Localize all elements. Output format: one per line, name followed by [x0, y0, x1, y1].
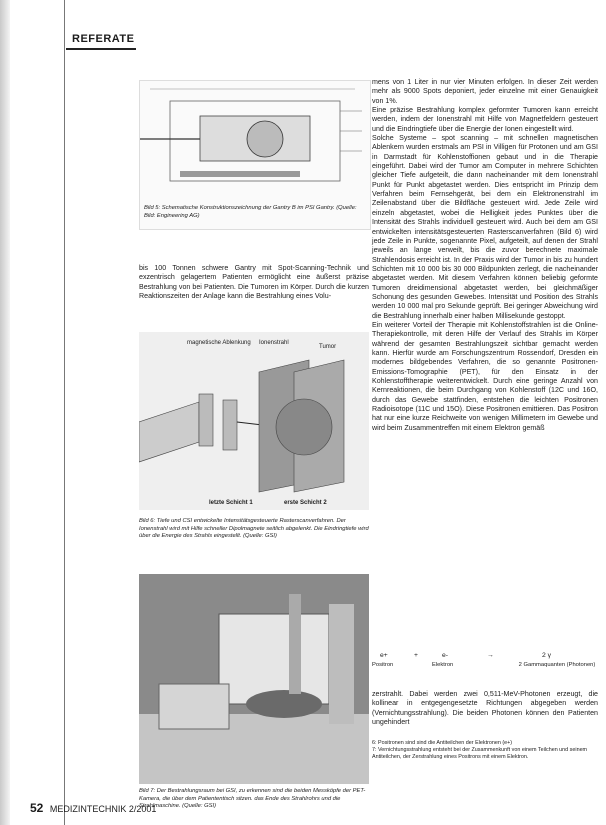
journal-name: MEDIZINTECHNIK 2/2001	[49, 804, 157, 814]
equation-label: Positron	[372, 662, 394, 668]
figure-1-diagram	[139, 80, 371, 230]
page-footer	[30, 801, 156, 815]
equation-term: e+	[380, 652, 388, 659]
paragraph: mens von 1 Liter in nur vier Minuten erfolgen. In dieser Zeit werden mehr als 9000 Spots deponiert, jeder einzelne mit einer Genauigkeit von 1%.	[372, 78, 598, 105]
right-column-text	[372, 78, 598, 433]
treatment-room-photo	[139, 574, 369, 784]
footnote: 7: Vernichtungsstrahlung entsteht bei der Zusammenkunft von einem Teilchen und seinem Antiteilchen, der Zerstrahlung eines Positrons mit einem Elektron.	[372, 747, 588, 760]
paragraph: Solche Systeme – spot scanning – mit schnellen magnetischen Ablenkern wurden erstmals am PSI in Villigen für Protonen und am GSI in Darmstadt für Kohlenstoffionen gebaut und in die Therapie eingeführt. Dabei wird der Tumor am Computer in mehrere Schichten gleicher Tiefe aufgeteilt, die dann nacheinander mit dem Ionenstrahl Punkt für Punkt abgetastet werden. Dies entspricht im Prinzip dem Verfahren beim Fernsehgerät, bei dem ein Elektronenstrahl im Zeilenabstand über die Bildfläche gesteuert wird. Jede Zeile wird einzeln abgetastet, wobei die Helligkeit jedes Punktes über die Intensität des Strahls individuell gesteuert wird. Auch bei dem am GSI entwickelten intensitätsgesteuerten Rasterscanverfahren (Bild 6) wird jede Zeile in Punkte, sogenannte Pixel, aufgeteilt, auf denen der Strahl jeweils an lange verweilt, bis die zuvor berechnete maximale Strahlendosis erreicht ist. In der Praxis wird der Tumor in bis zu hundert Schichten mit 10 000 bis 30 000 Bildpunkten zerlegt, die nacheinander abgetastet werden. Mit diesem Verfahren können beliebig geformte Tumoren dreidimensional abgetastet werden, bei gleichmäßiger Schonung des gesunden Gewebes. Intensität und Position des Strahls werden 10 000 mal pro Sekunde geprüft. Bei geringer Abweichung wird die Bestrahlung innerhalb einer halben Millisekunde gestoppt.	[372, 134, 598, 320]
label-tumor: Tumor	[319, 344, 337, 350]
equation-label: 2 Gammaquanten (Photonen)	[518, 662, 596, 668]
rasterscan-diagram	[139, 332, 369, 510]
header-rule	[66, 48, 136, 50]
left-column-text	[139, 264, 369, 301]
equation-term: e-	[442, 652, 449, 659]
label-magnet: magnetische Ablenkung	[187, 340, 251, 346]
figure-2-caption: Bild 6: Tiefe und CSI entwickelte Intensitätsgesteuerte Rasterscanverfahren. Der Ionenstrahl wird mit Hilfe schneller Dipolmagnete seitlich abgelenkt. Die Eindringtiefe wird über die Energie des Strahls eingestellt. (Quelle: GSI)	[139, 518, 369, 540]
figure-2-diagram	[139, 332, 369, 510]
page-number: 52	[30, 801, 44, 815]
figure-3-caption: Bild 7: Der Bestrahlungsraum bei GSI, zu erkennen sind die beiden Messköpfe der PET-Kamera, die über dem Patiententisch sitzen. das Ende des Strahlrohrs und die Strahlmaschine. (Quelle: GSI)	[139, 788, 366, 810]
gantry-schematic	[140, 81, 370, 201]
label-last-layer: letzte Schicht 1	[209, 500, 253, 506]
label-beam: Ionenstrahl	[259, 340, 289, 346]
paragraph: Eine präzise Bestrahlung komplex geformter Tumoren kann erreicht werden, indem der Ionenstrahl mit Hilfe von Magnetfeldern gesteuert und die Eindringtiefe über die Energie der Ionen eingestellt wird.	[372, 106, 598, 133]
label-first-layer: erste Schicht 2	[284, 500, 327, 506]
footnote: 6: Positronen sind sind die Antiteilchen der Elektronen (e+)	[372, 740, 513, 746]
page-edge-shadow	[0, 0, 10, 825]
section-header: REFERATE	[72, 33, 135, 45]
equation-term: +	[414, 652, 418, 659]
equation-term: 2 γ	[542, 652, 552, 659]
paragraph: Ein weiterer Vorteil der Therapie mit Kohlenstoffstrahlen ist die Online-Therapiekontrolle, mit deren Hilfe der Verlauf des Strahls im Körper während der gesamten Bestrahlungszeit sichtbar gemacht werden kann. Hierfür wurde am Forschungszentrum Rossendorf, Dresden ein modernes bildgebendes Verfahren, die so genannte Positronen-Emissions-Tomographie (PET), für den Einsatz in der Kohlenstofftherapie weiterentwickelt. Durch eine geringe Anzahl von Kernreaktionen, die beim Durchgang von Kohlenstoff (12C und 16O, durch das Gewebe stattfinden, entstehen die leichten Positronen Radioisotope (11C und 15O). Diese Positronen emittieren. Das Positron hat nur eine kurze Reichweite von wenigen Millimetern im Gewebe und wird beim Zusammentreffen mit einem Elektron gemäß	[372, 320, 598, 432]
paragraph: zerstrahlt. Dabei werden zwei 0,511-MeV-Photonen erzeugt, die kollinear in entgegengesetzte Richtungen abgegeben werden (Vernichtungsstrahlung). Die beiden Photonen können den Patienten ungehindert	[372, 690, 598, 727]
footnotes	[372, 740, 598, 761]
figure-1-caption: Bild 5: Schematische Konstruktionszeichnung der Gantry B im PSI Gantry. (Quelle: Bild: Engineering AG)	[144, 205, 357, 219]
margin-rule	[64, 0, 65, 825]
annihilation-equation	[372, 652, 598, 682]
right-column-text-continued	[372, 690, 598, 727]
equation-arrow: →	[487, 652, 494, 659]
paragraph: bis 100 Tonnen schwere Gantry mit Spot-Scanning-Technik und exzentrisch gelagertem Patienten ermöglicht eine äußerst präzise Bestrahlung von bei Patienten. Die Tumoren im Körper. Durch die kurzen Reaktionszeiten der Anlage kann die Bestrahlung eines Volu-	[139, 264, 369, 301]
equation-label: Elektron	[432, 662, 454, 668]
figure-3-photo	[139, 574, 369, 784]
